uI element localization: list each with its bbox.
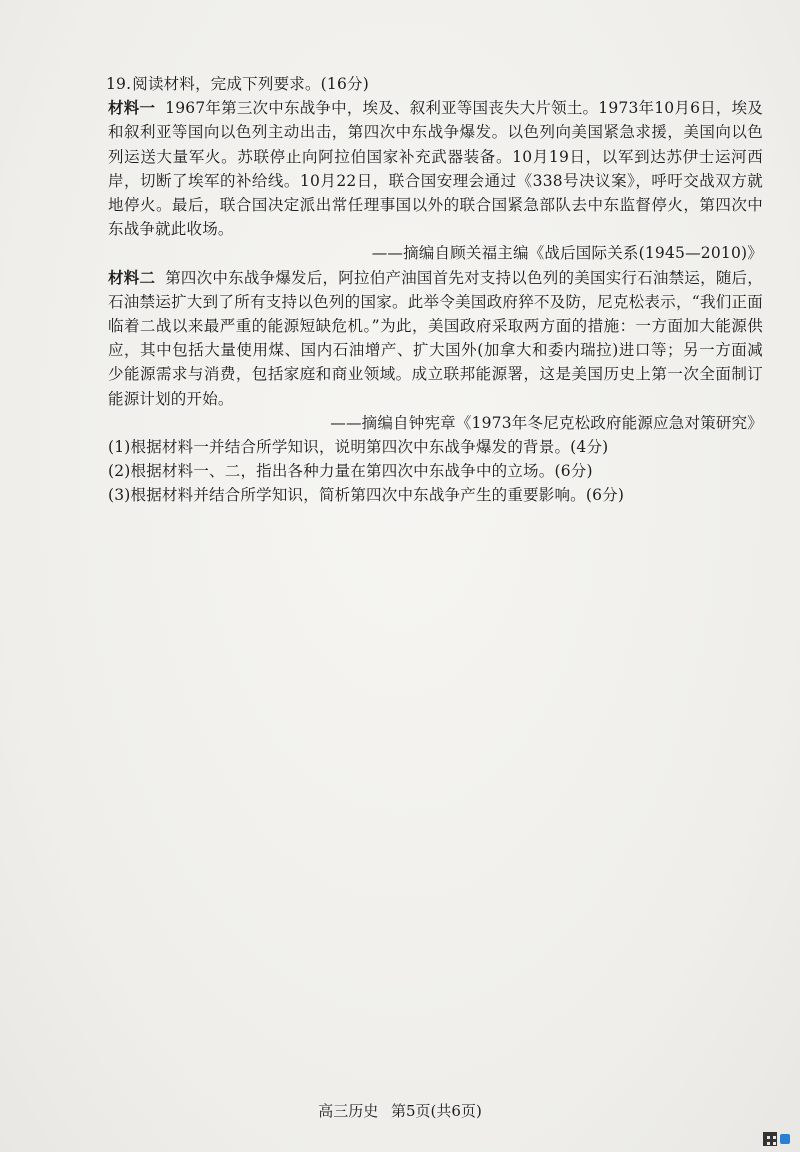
material-2 bbox=[108, 266, 763, 411]
material-1-text: 1967年第三次中东战争中，埃及、叙利亚等国丧失大片领土。1973年10月6日，埃及和叙利亚等国向以色列主动出击，第四次中东战争爆发。以色列向美国紧急求援，美国向以色列运送大量军火。苏联停止向阿拉伯国家补充武器装备。10月19日，以军到达苏伊士运河西岸，切断了埃军的补给线。10月22日，联合国安理会通过《338号决议案》，呼吁交战双方就地停火。最后，联合国决定派出常任理事国以外的联合国紧急部队去中东监督停火，第四次中东战争就此收场。 bbox=[108, 99, 763, 239]
material-1 bbox=[108, 96, 763, 241]
scanner-watermark bbox=[763, 1132, 790, 1146]
question-19 bbox=[108, 72, 763, 508]
material-2-label: 材料二 bbox=[108, 267, 156, 287]
page-footer bbox=[0, 1100, 800, 1121]
scanner-logo-icon bbox=[780, 1134, 790, 1144]
material-2-text: 第四次中东战争爆发后，阿拉伯产油国首先对支持以色列的美国实行石油禁运，随后，石油禁运扩大到了所有支持以色列的国家。此举令美国政府猝不及防，尼克松表示，“我们正面临着二战以来最严重的能源短缺危机。”为此，美国政府采取两方面的措施：一方面加大能源供应，其中包括大量使用煤、国内石油增产、扩大国外(加拿大和委内瑞拉)进口等；另一方面减少能源需求与消费，包括家庭和商业领域。成立联邦能源署，这是美国历史上第一次全面制订能源计划的开始。 bbox=[108, 268, 763, 408]
question-instruction: 阅读材料，完成下列要求。(16分) bbox=[132, 75, 369, 93]
material-1-source: ——摘编自顾关福主编《战后国际关系(1945—2010)》 bbox=[371, 244, 763, 263]
question-header bbox=[106, 72, 763, 96]
sub-question-3: (3)根据材料并结合所学知识，简析第四次中东战争产生的重要影响。(6分) bbox=[108, 486, 625, 505]
sub-question-2: (2)根据材料一、二，指出各种力量在第四次中东战争中的立场。(6分) bbox=[108, 462, 593, 481]
question-number: 19. bbox=[106, 75, 132, 93]
material-1-label: 材料一 bbox=[108, 98, 156, 118]
sub-question-1: (1)根据材料一并结合所学知识，说明第四次中东战争爆发的背景。(4分) bbox=[108, 438, 609, 457]
qr-code-icon bbox=[763, 1132, 777, 1146]
footer-page-number: 第5页(共6页) bbox=[391, 1102, 482, 1120]
material-2-source: ——摘编自钟宪章《1973年冬尼克松政府能源应急对策研究》 bbox=[330, 413, 763, 432]
footer-subject: 高三历史 bbox=[318, 1102, 379, 1120]
